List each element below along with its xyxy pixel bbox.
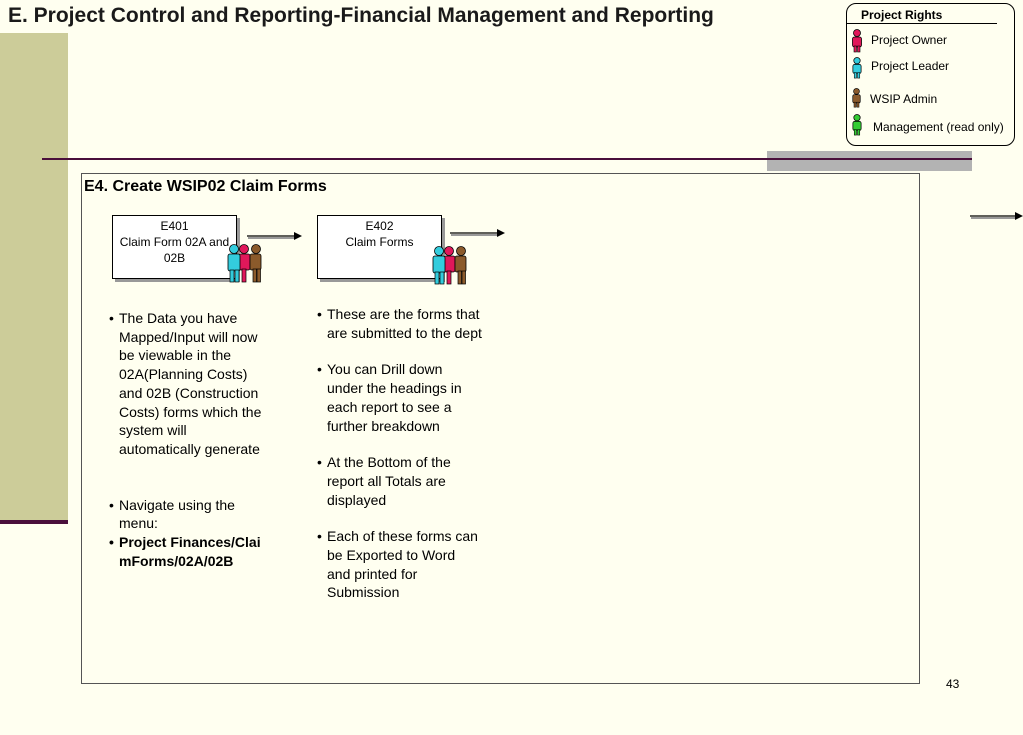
- people-icon: [225, 243, 265, 283]
- legend-title: Project Rights: [861, 8, 943, 22]
- left-notes: [109, 309, 264, 570]
- person-icon: [851, 29, 863, 53]
- side-bar-accent: [0, 520, 68, 524]
- flow-arrow-icon: [450, 228, 508, 240]
- step-code: E401: [160, 219, 189, 233]
- step-box-e401: [112, 215, 237, 279]
- flow-arrow-icon: [247, 231, 305, 243]
- note-item: • The Data you have Mapped/Input will now be viewable in the 02A(Planning Costs) and 02B (Construction Costs) forms which the system will automatically generate: [109, 309, 264, 459]
- note-item-nav: • Navigate using the menu:: [109, 496, 264, 533]
- note-item-menu-path: • Project Finances/ClaimForms/02A/02B: [109, 533, 264, 570]
- legend-title-underline: [847, 23, 997, 24]
- step-code: E402: [365, 219, 394, 233]
- step-name: Claim Forms: [345, 235, 414, 249]
- continue-arrow-icon: [970, 211, 1023, 223]
- step-name: Claim Form 02A and 02B: [119, 235, 230, 265]
- legend-label: Project Leader: [871, 59, 950, 73]
- person-icon: [851, 88, 862, 108]
- people-icon: [430, 245, 470, 285]
- step-box-e402: [317, 215, 442, 279]
- header-rule: [42, 158, 972, 160]
- project-rights-legend: [846, 3, 1015, 146]
- legend-label: Management (read only): [873, 120, 1004, 134]
- legend-label: Project Owner: [871, 33, 948, 47]
- right-notes: [317, 305, 482, 602]
- note-item: • Each of these forms can be Exported to Word and printed for Submission: [317, 527, 482, 602]
- side-bar: [0, 33, 68, 521]
- note-item: • You can Drill down under the headings in each report to see a further breakdown: [317, 360, 482, 435]
- header-rule-accent: [767, 151, 972, 171]
- note-item: • These are the forms that are submitted to the dept: [317, 305, 482, 342]
- person-icon: [851, 57, 863, 79]
- section-heading: E4. Create WSIP02 Claim Forms: [84, 178, 327, 195]
- page-title: E. Project Control and Reporting-Financial Management and Reporting: [8, 4, 714, 27]
- person-icon: [851, 114, 863, 136]
- legend-label: WSIP Admin: [870, 92, 938, 106]
- page-number: 43: [946, 677, 960, 691]
- note-item: • At the Bottom of the report all Totals are displayed: [317, 453, 482, 509]
